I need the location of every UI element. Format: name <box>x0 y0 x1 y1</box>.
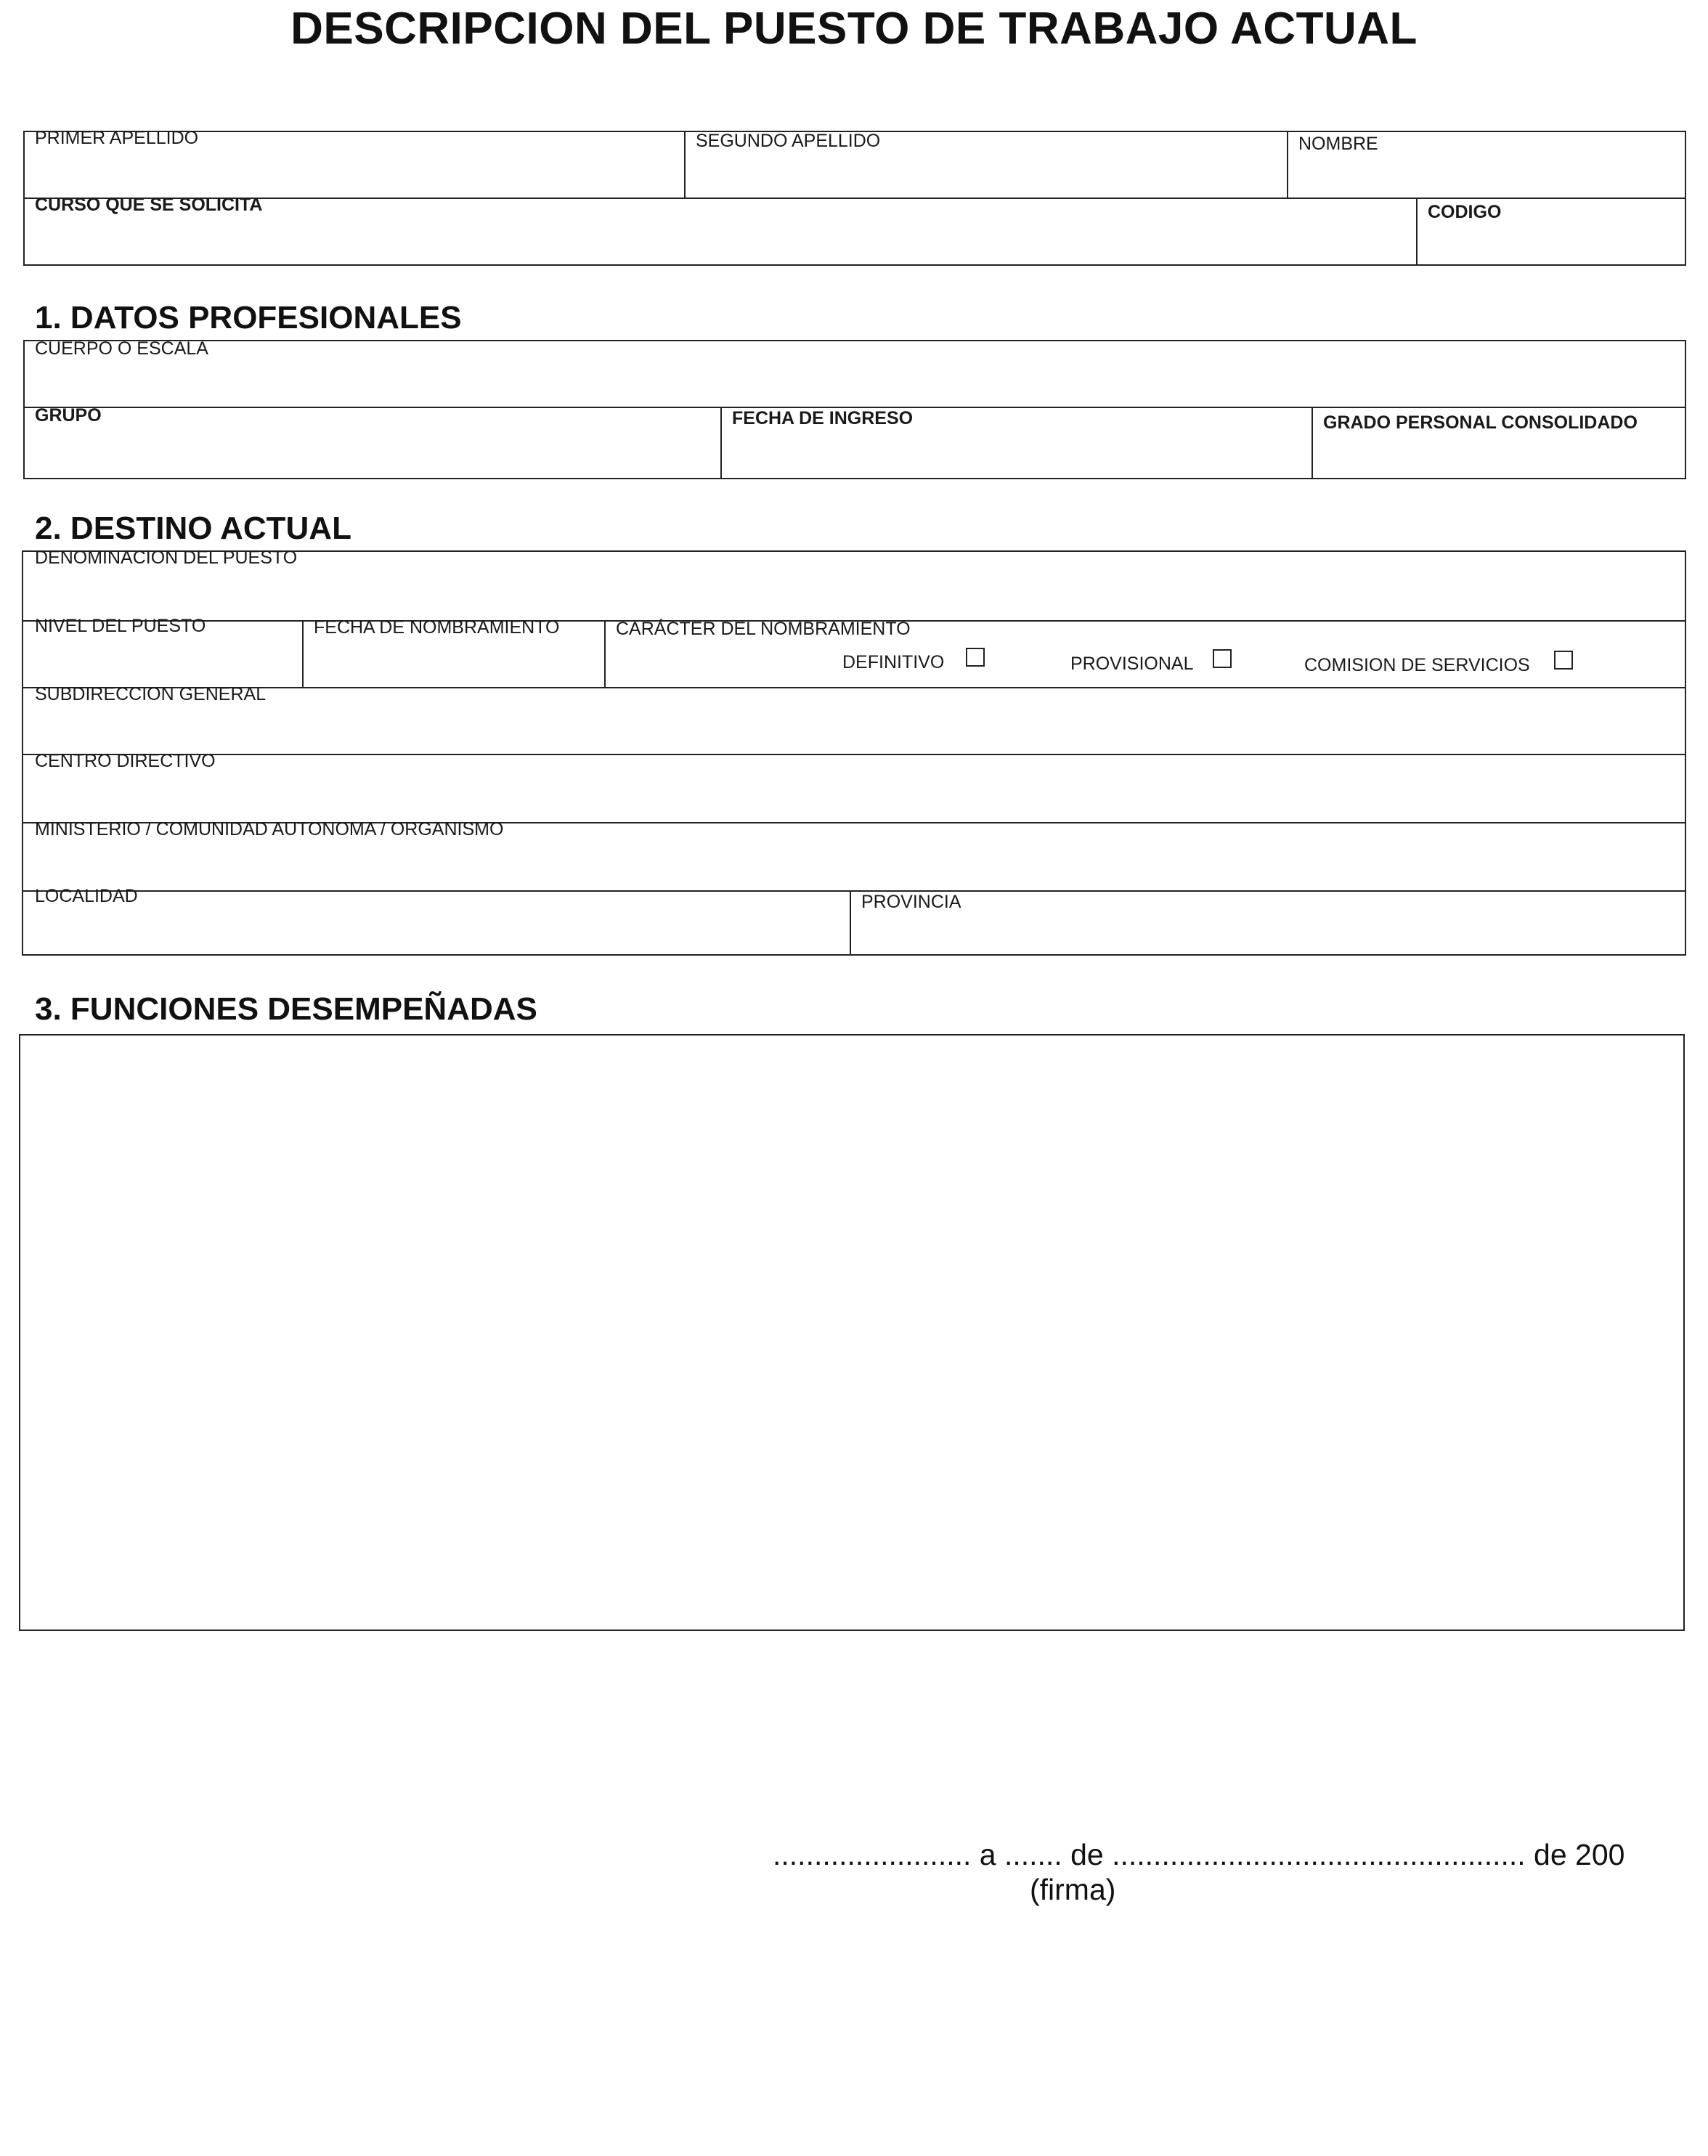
label-provisional: PROVISIONAL <box>1070 654 1194 674</box>
label-denominacion: DENOMINACION DEL PUESTO <box>35 548 298 568</box>
label-cuerpo: CUERPO O ESCALA <box>35 338 208 359</box>
label-comision: COMISION DE SERVICIOS <box>1304 655 1530 675</box>
label-nombre: NOMBRE <box>1298 134 1378 154</box>
label-fecha-ingreso: FECHA DE INGRESO <box>732 408 914 428</box>
cuerpo-field[interactable] <box>25 362 1685 405</box>
fecha-nombramiento-field[interactable] <box>304 640 603 686</box>
label-segundo-apellido: SEGUNDO APELLIDO <box>696 131 881 151</box>
subdireccion-field[interactable] <box>23 707 1685 752</box>
fecha-ingreso-field[interactable] <box>722 431 1310 478</box>
section-heading-destino-actual: 2. DESTINO ACTUAL <box>35 510 351 546</box>
provisional-checkbox[interactable] <box>1213 649 1232 668</box>
funciones-textarea[interactable] <box>20 1036 1683 1630</box>
ministerio-field[interactable] <box>23 842 1685 889</box>
label-fecha-nombramiento: FECHA DE NOMBRAMIENTO <box>314 617 560 638</box>
curso-field[interactable] <box>25 219 1415 264</box>
provincia-field[interactable] <box>851 915 1685 954</box>
label-caracter: CARÁCTER DEL NOMBRAMIENTO <box>616 619 911 639</box>
label-primer-apellido: PRIMER APELLIDO <box>35 128 199 148</box>
nombre-field[interactable] <box>1288 157 1685 196</box>
applicant-row-divider <box>23 198 1686 199</box>
denominacion-field[interactable] <box>23 572 1685 619</box>
section-heading-datos-profesionales: 1. DATOS PROFESIONALES <box>35 300 462 335</box>
date-line: ........................ a ....... de .................................................. de 200 <box>773 1838 1625 1871</box>
row-divider-5 <box>22 890 1686 892</box>
label-nivel: NIVEL DEL PUESTO <box>35 616 206 636</box>
nivel-field[interactable] <box>23 639 301 686</box>
label-grupo: GRUPO <box>35 405 102 426</box>
segundo-apellido-field[interactable] <box>686 154 1285 196</box>
grado-field[interactable] <box>1313 436 1685 478</box>
label-grado: GRADO PERSONAL CONSOLIDADO <box>1323 412 1638 433</box>
divider-fecha-caracter <box>604 620 606 687</box>
definitivo-checkbox[interactable] <box>966 648 985 667</box>
label-subdireccion: SUBDIRECCION GENERAL <box>35 684 267 704</box>
label-curso: CURSO QUE SE SOLICITA <box>35 195 263 215</box>
localidad-field[interactable] <box>23 909 848 954</box>
signature-label: (firma) <box>1030 1873 1116 1906</box>
label-definitivo: DEFINITIVO <box>842 652 945 672</box>
label-centro: CENTRO DIRECTIVO <box>35 751 216 771</box>
primer-apellido-field[interactable] <box>25 152 683 196</box>
row-divider-2 <box>22 687 1686 688</box>
grupo-field[interactable] <box>25 428 719 478</box>
row-divider-3 <box>22 754 1686 755</box>
section-heading-funciones: 3. FUNCIONES DESEMPEÑADAS <box>35 991 537 1027</box>
label-provincia: PROVINCIA <box>861 892 961 912</box>
label-ministerio: MINISTERIO / COMUNIDAD AUTONOMA / ORGANISMO <box>35 819 504 839</box>
label-localidad: LOCALIDAD <box>35 886 138 906</box>
comision-checkbox[interactable] <box>1554 651 1573 670</box>
label-codigo: CODIGO <box>1428 202 1502 222</box>
codigo-field[interactable] <box>1418 225 1685 264</box>
centro-field[interactable] <box>23 774 1685 821</box>
page-title: DESCRIPCION DEL PUESTO DE TRABAJO ACTUAL <box>290 4 1418 54</box>
